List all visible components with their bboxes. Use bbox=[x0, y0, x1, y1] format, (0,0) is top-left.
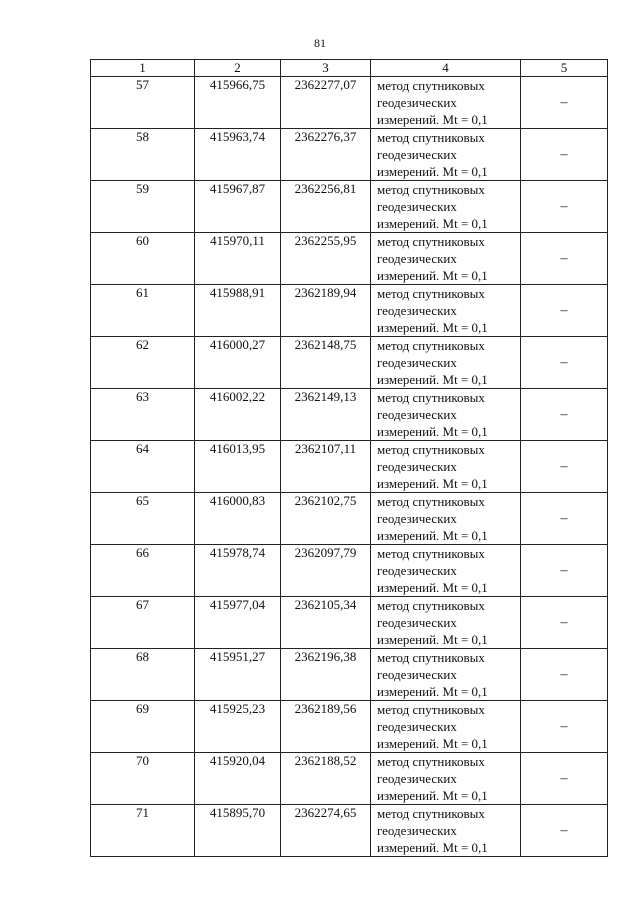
y-coordinate-cell: 2362196,38 bbox=[281, 649, 371, 701]
note-cell: – bbox=[521, 233, 608, 285]
method-line: геодезических bbox=[377, 95, 457, 110]
x-coordinate-cell: 416000,83 bbox=[195, 493, 281, 545]
method-line: измерений. Mt = 0,1 bbox=[377, 684, 488, 699]
method-cell bbox=[371, 181, 521, 233]
method-cell bbox=[371, 389, 521, 441]
method-line: измерений. Mt = 0,1 bbox=[377, 840, 488, 855]
y-coordinate-cell: 2362149,13 bbox=[281, 389, 371, 441]
table-row bbox=[91, 597, 608, 649]
method-line: метод спутниковых bbox=[377, 390, 485, 405]
table-row bbox=[91, 181, 608, 233]
point-number-cell: 60 bbox=[91, 233, 195, 285]
note-cell: – bbox=[521, 493, 608, 545]
y-coordinate-cell: 2362105,34 bbox=[281, 597, 371, 649]
table-row bbox=[91, 753, 608, 805]
method-line: измерений. Mt = 0,1 bbox=[377, 372, 488, 387]
method-line: геодезических bbox=[377, 511, 457, 526]
y-coordinate-cell: 2362107,11 bbox=[281, 441, 371, 493]
method-line: метод спутниковых bbox=[377, 78, 485, 93]
x-coordinate-cell: 415925,23 bbox=[195, 701, 281, 753]
point-number-cell: 71 bbox=[91, 805, 195, 857]
point-number-cell: 67 bbox=[91, 597, 195, 649]
note-cell: – bbox=[521, 181, 608, 233]
method-line: геодезических bbox=[377, 771, 457, 786]
method-line: измерений. Mt = 0,1 bbox=[377, 112, 488, 127]
x-coordinate-cell: 415988,91 bbox=[195, 285, 281, 337]
note-cell: – bbox=[521, 701, 608, 753]
x-coordinate-cell: 416013,95 bbox=[195, 441, 281, 493]
note-cell: – bbox=[521, 337, 608, 389]
note-cell: – bbox=[521, 753, 608, 805]
table-row bbox=[91, 233, 608, 285]
method-line: геодезических bbox=[377, 719, 457, 734]
method-cell bbox=[371, 597, 521, 649]
x-coordinate-cell: 415951,27 bbox=[195, 649, 281, 701]
x-coordinate-cell: 415963,74 bbox=[195, 129, 281, 181]
table-row bbox=[91, 493, 608, 545]
method-cell bbox=[371, 77, 521, 129]
method-line: измерений. Mt = 0,1 bbox=[377, 736, 488, 751]
method-line: метод спутниковых bbox=[377, 546, 485, 561]
method-line: геодезических bbox=[377, 615, 457, 630]
point-number-cell: 66 bbox=[91, 545, 195, 597]
method-line: измерений. Mt = 0,1 bbox=[377, 528, 488, 543]
method-line: метод спутниковых bbox=[377, 702, 485, 717]
note-cell: – bbox=[521, 129, 608, 181]
table-row bbox=[91, 285, 608, 337]
point-number-cell: 70 bbox=[91, 753, 195, 805]
y-coordinate-cell: 2362097,79 bbox=[281, 545, 371, 597]
table-row bbox=[91, 545, 608, 597]
method-line: геодезических bbox=[377, 407, 457, 422]
method-line: геодезических bbox=[377, 251, 457, 266]
x-coordinate-cell: 415895,70 bbox=[195, 805, 281, 857]
page-number: 81 bbox=[314, 36, 326, 50]
table-row bbox=[91, 649, 608, 701]
method-line: геодезических bbox=[377, 459, 457, 474]
method-cell bbox=[371, 649, 521, 701]
point-number-cell: 62 bbox=[91, 337, 195, 389]
point-number-cell: 63 bbox=[91, 389, 195, 441]
column-header-1: 1 bbox=[91, 60, 195, 77]
point-number-cell: 68 bbox=[91, 649, 195, 701]
table-body bbox=[91, 77, 608, 857]
method-cell bbox=[371, 337, 521, 389]
table-row bbox=[91, 129, 608, 181]
note-cell: – bbox=[521, 545, 608, 597]
method-line: геодезических bbox=[377, 355, 457, 370]
note-cell: – bbox=[521, 285, 608, 337]
method-line: метод спутниковых bbox=[377, 130, 485, 145]
method-line: измерений. Mt = 0,1 bbox=[377, 580, 488, 595]
y-coordinate-cell: 2362189,56 bbox=[281, 701, 371, 753]
point-number-cell: 57 bbox=[91, 77, 195, 129]
method-line: измерений. Mt = 0,1 bbox=[377, 216, 488, 231]
x-coordinate-cell: 415966,75 bbox=[195, 77, 281, 129]
method-line: измерений. Mt = 0,1 bbox=[377, 164, 488, 179]
column-header-4: 4 bbox=[371, 60, 521, 77]
column-header-3: 3 bbox=[281, 60, 371, 77]
method-cell bbox=[371, 233, 521, 285]
note-cell: – bbox=[521, 805, 608, 857]
method-line: метод спутниковых bbox=[377, 234, 485, 249]
table-header-row bbox=[91, 60, 608, 77]
x-coordinate-cell: 415977,04 bbox=[195, 597, 281, 649]
note-cell: – bbox=[521, 649, 608, 701]
point-number-cell: 65 bbox=[91, 493, 195, 545]
method-line: геодезических bbox=[377, 563, 457, 578]
y-coordinate-cell: 2362188,52 bbox=[281, 753, 371, 805]
point-number-cell: 59 bbox=[91, 181, 195, 233]
y-coordinate-cell: 2362255,95 bbox=[281, 233, 371, 285]
column-header-5: 5 bbox=[521, 60, 608, 77]
method-line: измерений. Mt = 0,1 bbox=[377, 476, 488, 491]
table-row bbox=[91, 389, 608, 441]
method-line: метод спутниковых bbox=[377, 286, 485, 301]
y-coordinate-cell: 2362277,07 bbox=[281, 77, 371, 129]
point-number-cell: 58 bbox=[91, 129, 195, 181]
table-row bbox=[91, 337, 608, 389]
method-line: метод спутниковых bbox=[377, 338, 485, 353]
method-line: измерений. Mt = 0,1 bbox=[377, 268, 488, 283]
method-line: измерений. Mt = 0,1 bbox=[377, 320, 488, 335]
method-line: измерений. Mt = 0,1 bbox=[377, 424, 488, 439]
note-cell: – bbox=[521, 441, 608, 493]
method-line: метод спутниковых bbox=[377, 442, 485, 457]
method-line: геодезических bbox=[377, 147, 457, 162]
y-coordinate-cell: 2362189,94 bbox=[281, 285, 371, 337]
method-line: метод спутниковых bbox=[377, 650, 485, 665]
method-cell bbox=[371, 805, 521, 857]
method-line: метод спутниковых bbox=[377, 182, 485, 197]
y-coordinate-cell: 2362274,65 bbox=[281, 805, 371, 857]
method-cell bbox=[371, 753, 521, 805]
point-number-cell: 61 bbox=[91, 285, 195, 337]
coordinates-table bbox=[90, 59, 608, 857]
x-coordinate-cell: 415970,11 bbox=[195, 233, 281, 285]
y-coordinate-cell: 2362256,81 bbox=[281, 181, 371, 233]
y-coordinate-cell: 2362148,75 bbox=[281, 337, 371, 389]
table-row bbox=[91, 77, 608, 129]
table-row bbox=[91, 805, 608, 857]
method-cell bbox=[371, 493, 521, 545]
y-coordinate-cell: 2362276,37 bbox=[281, 129, 371, 181]
x-coordinate-cell: 415978,74 bbox=[195, 545, 281, 597]
method-line: геодезических bbox=[377, 823, 457, 838]
x-coordinate-cell: 416000,27 bbox=[195, 337, 281, 389]
note-cell: – bbox=[521, 597, 608, 649]
method-cell bbox=[371, 701, 521, 753]
method-line: геодезических bbox=[377, 199, 457, 214]
method-line: геодезических bbox=[377, 667, 457, 682]
method-line: метод спутниковых bbox=[377, 806, 485, 821]
method-cell bbox=[371, 129, 521, 181]
method-line: метод спутниковых bbox=[377, 754, 485, 769]
method-line: геодезических bbox=[377, 303, 457, 318]
point-number-cell: 64 bbox=[91, 441, 195, 493]
method-cell bbox=[371, 285, 521, 337]
x-coordinate-cell: 416002,22 bbox=[195, 389, 281, 441]
note-cell: – bbox=[521, 389, 608, 441]
note-cell: – bbox=[521, 77, 608, 129]
method-cell bbox=[371, 545, 521, 597]
table-row bbox=[91, 441, 608, 493]
x-coordinate-cell: 415920,04 bbox=[195, 753, 281, 805]
method-line: измерений. Mt = 0,1 bbox=[377, 788, 488, 803]
table-row bbox=[91, 701, 608, 753]
point-number-cell: 69 bbox=[91, 701, 195, 753]
method-line: измерений. Mt = 0,1 bbox=[377, 632, 488, 647]
method-line: метод спутниковых bbox=[377, 494, 485, 509]
column-header-2: 2 bbox=[195, 60, 281, 77]
y-coordinate-cell: 2362102,75 bbox=[281, 493, 371, 545]
x-coordinate-cell: 415967,87 bbox=[195, 181, 281, 233]
method-line: метод спутниковых bbox=[377, 598, 485, 613]
method-cell bbox=[371, 441, 521, 493]
